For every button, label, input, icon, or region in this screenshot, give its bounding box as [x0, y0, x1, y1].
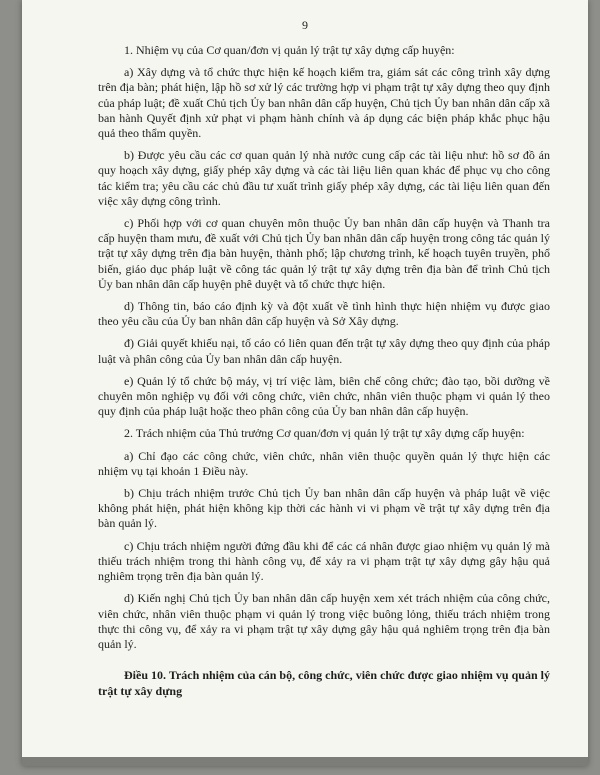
page-bottom-edge — [22, 757, 588, 766]
page-number: 9 — [302, 18, 308, 32]
article-heading: Điều 10. Trách nhiệm của cán bộ, công chức, viên chức được giao nhiệm vụ quản lý trật tự xây dựng — [98, 668, 550, 698]
paragraph: e) Quản lý tổ chức bộ máy, vị trí việc làm, biên chế công chức; đào tạo, bồi dưỡng về chuyên môn nghiệp vụ đối với công chức, viên chức, nhân viên thuộc phạm vi quản lý theo quy định của pháp luật hoặc theo phân công của Ủy ban nhân dân cấp huyện. — [98, 373, 550, 419]
document-page — [22, 0, 588, 766]
paragraph: c) Chịu trách nhiệm người đứng đầu khi để các cá nhân được giao nhiệm vụ quản lý mà thiếu trách nhiệm trong thi hành công vụ, để xảy ra vi phạm trật tự xây dựng gây hậu quả nghiêm trọng trên địa bàn quản lý. — [98, 538, 550, 584]
paragraph: 2. Trách nhiệm của Thủ trưởng Cơ quan/đơn vị quản lý trật tự xây dựng cấp huyện: — [124, 426, 525, 441]
paragraph: b) Chịu trách nhiệm trước Chủ tịch Ủy ban nhân dân cấp huyện và pháp luật về việc không phát hiện, phát hiện không kịp thời các hành vi vi phạm về trật tự xây dựng trên địa bàn quản lý. — [98, 486, 550, 531]
paragraph: a) Xây dựng và tổ chức thực hiện kế hoạch kiểm tra, giám sát các công trình xây dựng trên địa bàn; phát hiện, lập hồ sơ xử lý các trường hợp vi phạm trật tự xây dựng theo quy định của pháp luật; đề xuất Chủ tịch Ủy ban nhân dân cấp huyện, Chủ tịch Ủy ban nhân dân cấp xã ban hành Quyết định xử phạt vi phạm hành chính và áp dụng các biện pháp khắc phục hậu quả theo thẩm quyền. — [98, 65, 550, 141]
paragraph: b) Được yêu cầu các cơ quan quản lý nhà nước cung cấp các tài liệu như: hồ sơ đồ án quy hoạch xây dựng, giấy phép xây dựng và các tài liệu liên quan khác để phục vụ cho công tác kiểm tra; yêu cầu các chủ đầu tư xuất trình giấy phép xây dựng, các tài liệu liên quan đến việc xây dựng công trình. — [98, 148, 550, 208]
paragraph: c) Phối hợp với cơ quan chuyên môn thuộc Ủy ban nhân dân cấp huyện và Thanh tra cấp huyện tham mưu, đề xuất với Chủ tịch Ủy ban nhân dân cấp huyện trong công tác quản lý trật tự xây dựng trên địa bàn huyện, thành phố; lập chương trình, kế hoạch tuyên truyền, phổ biến, giáo dục pháp luật về công tác quản lý trật tự xây dựng trên địa bàn để trình Chủ tịch Ủy ban nhân dân cấp huyện phê duyệt và tổ chức thực hiện. — [98, 216, 550, 291]
paragraph: d) Thông tin, báo cáo định kỳ và đột xuất về tình hình thực hiện nhiệm vụ được giao theo yêu cầu của Ủy ban nhân dân cấp huyện và Sở Xây dựng. — [98, 299, 550, 329]
document-body — [98, 43, 550, 706]
paragraph: d) Kiến nghị Chủ tịch Ủy ban nhân dân cấp huyện xem xét trách nhiệm của công chức, viên chức, nhân viên thuộc phạm vi quản lý trong việc buông lỏng, thiếu trách nhiệm trong thực thi công vụ, để xảy ra vi phạm trật tự xây dựng gây hậu quả nghiêm trọng trên địa bàn quản lý. — [98, 591, 550, 651]
paragraph: 1. Nhiệm vụ của Cơ quan/đơn vị quản lý trật tự xây dựng cấp huyện: — [124, 43, 455, 57]
paragraph: a) Chỉ đạo các công chức, viên chức, nhân viên thuộc quyền quản lý thực hiện các nhiệm vụ tại khoản 1 Điều này. — [98, 448, 550, 478]
paragraph: đ) Giải quyết khiếu nại, tố cáo có liên quan đến trật tự xây dựng theo quy định của pháp luật và phân công của Ủy ban nhân dân cấp huyện. — [98, 336, 550, 366]
